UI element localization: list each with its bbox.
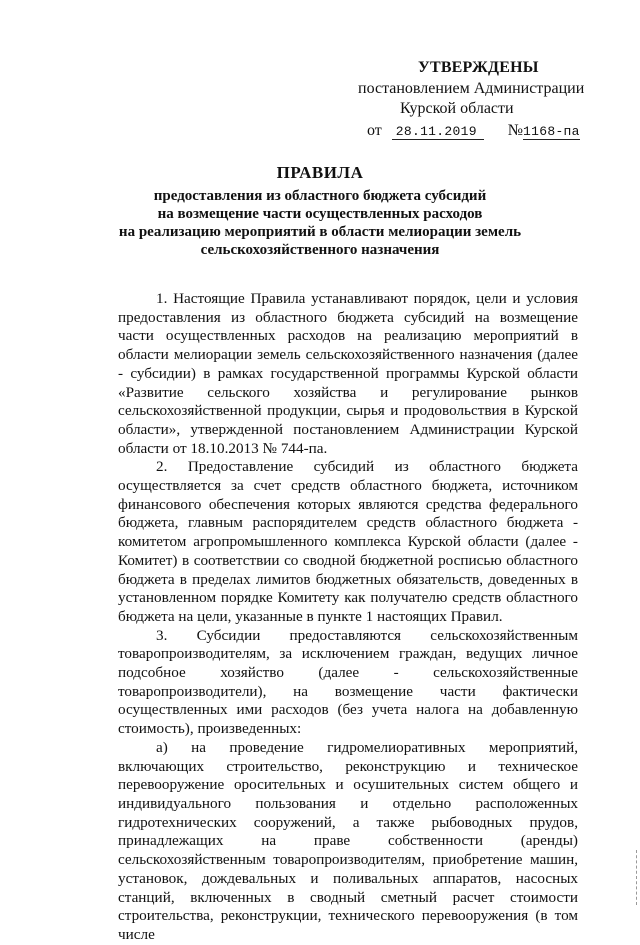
paragraph-4: а) на проведение гидромелиоративных мероприятий, включающих строительство, реконструкцию и техническое перевооружение оросительных и осушительных систем общего и индивидуального пользования и отдельно расположенных гидротехнических сооружений, а также рыбоводных прудов, принадлежащих на праве собственности (аренды) сельскохозяйственным товаропроизводителям, приобретение машин, установок, дождевальных и поливальных аппаратов, насосных станций, включенных в сводный сметный расчет стоимости строительства, реконструкции, технического перевооружения (в том числе xyxy=(118,738,578,943)
paragraph-2: 2. Предоставление субсидий из областного бюджета осуществляется за счет средств областного бюджета, источником финансового обеспечения которых являются средства федерального бюджета, главным распорядителем средств областного бюджета - комитетом агропромышленного комплекса Курской области (далее - Комитет) в соответствии со сводной бюджетной росписью областного бюджета в пределах лимитов бюджетных обязательств, доведенных в установленном порядке Комитету как получателю средств областного бюджета на цели, указанные в пункте 1 настоящих Правил. xyxy=(118,458,578,625)
heading-line-1: предоставления из областного бюджета субсидий xyxy=(153,188,487,204)
approval-line-2: Курской области xyxy=(400,100,514,117)
approval-date-row xyxy=(367,121,580,140)
heading-title: ПРАВИЛА xyxy=(276,163,364,182)
date-prefix: от xyxy=(367,122,382,139)
document-body xyxy=(118,290,578,945)
document-heading xyxy=(80,164,560,259)
number-value: 1168-па xyxy=(523,124,580,139)
heading-line-2: на возмещение части осуществленных расходов xyxy=(157,206,483,222)
heading-line-3: на реализацию мероприятий в области мелиорации земель xyxy=(118,224,522,240)
date-value: 28.11.2019 xyxy=(395,124,477,139)
paragraph-3: 3. Субсидии предоставляются сельскохозяйственным товаропроизводителям, за исключением граждан, ведущих личное подсобное хозяйство (далее - сельскохозяйственные товаропроизводители), на возмещение части фактически осуществленных ими расходов (без учета налога на добавленную стоимость), произведенных: xyxy=(118,626,578,738)
heading-line-4: сельскохозяйственного назначения xyxy=(200,242,440,258)
number-label: № xyxy=(507,122,524,139)
scan-edge-mark xyxy=(636,850,638,905)
paragraph-1: 1. Настоящие Правила устанавливают порядок, цели и условия предоставления из областного бюджета субсидий на возмещение части осуществленных расходов на реализацию мероприятий в области мелиорации земель сельскохозяйственного назначения (далее - субсидии) в рамках государственной программы Курской области «Развитие сельского хозяйства и регулирование рынков сельскохозяйственной продукции, сырья и продовольствия в Курской области», утвержденной постановлением Администрации Курской области от 18.10.2013 № 744-па. xyxy=(118,290,578,457)
approval-title: УТВЕРЖДЕНЫ xyxy=(418,59,539,76)
date-field xyxy=(392,123,484,140)
approval-line-1: постановлением Администрации xyxy=(358,80,585,97)
